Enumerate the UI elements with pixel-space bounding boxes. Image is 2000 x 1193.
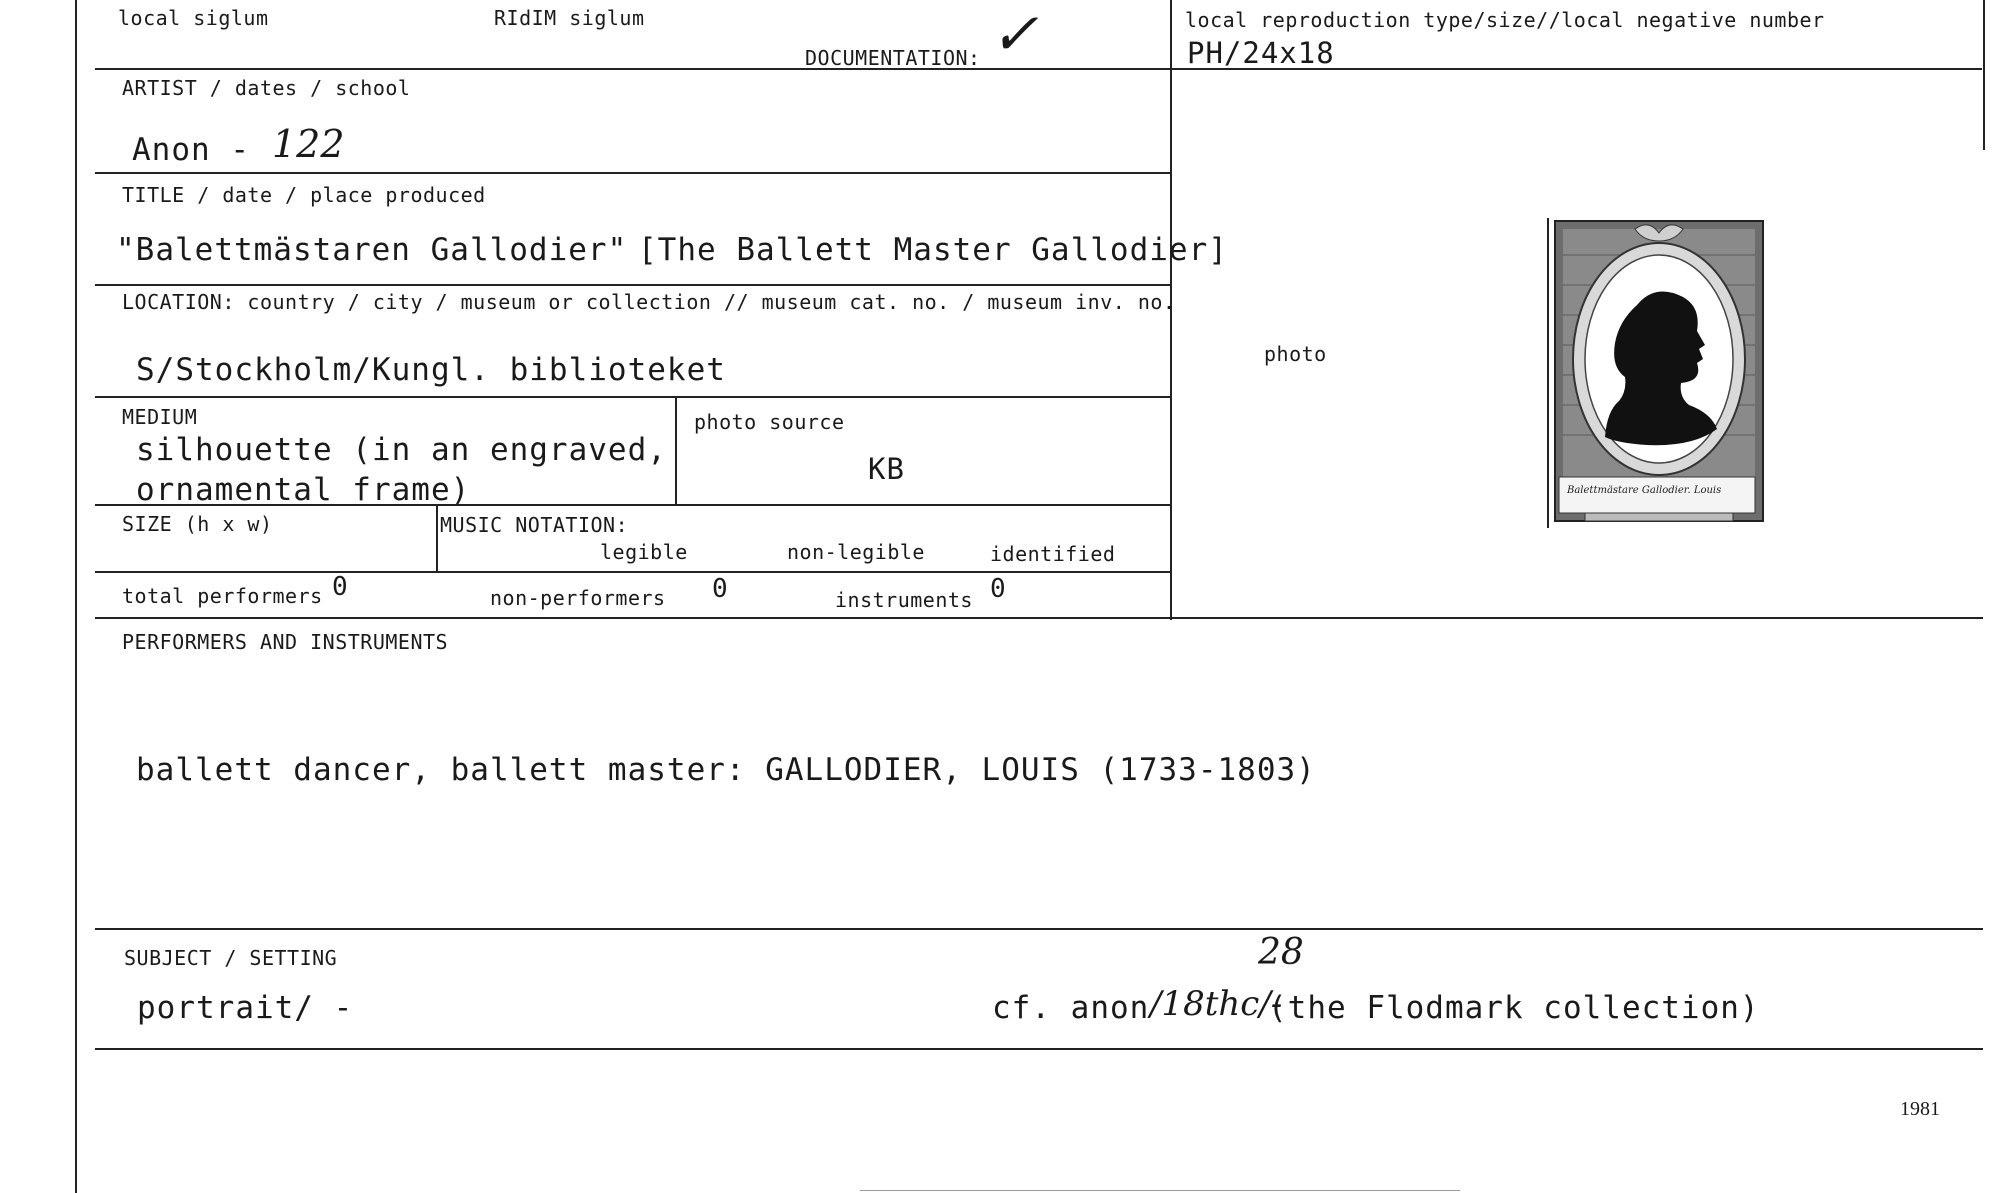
footer-year: 1981 [1900, 1098, 1940, 1120]
cf-prefix: cf. anon [992, 990, 1150, 1026]
instruments-value: 0 [990, 574, 1007, 604]
title-label: TITLE / date / place produced [122, 183, 486, 207]
documentation-checkmark: ✓ [990, 0, 1039, 68]
photo-source-value: KB [868, 452, 905, 486]
location-label: LOCATION: country / city / museum or collection // museum cat. no. / museum inv. no. [122, 290, 1176, 314]
right-edge-line [1983, 0, 1985, 150]
local-siglum-label: local siglum [118, 6, 269, 30]
rule-location [95, 396, 1171, 398]
medium-line-1: silhouette (in an engraved, [136, 432, 667, 468]
location-value: S/Stockholm/Kungl. biblioteket [136, 352, 726, 388]
title-translation: [The Ballett Master Gallodier] [638, 232, 1228, 268]
rule-title [95, 284, 1171, 286]
medium-label: MEDIUM [122, 405, 198, 429]
size-label: SIZE (h x w) [122, 512, 273, 536]
performers-label: PERFORMERS AND INSTRUMENTS [122, 630, 449, 654]
rule-performers [95, 928, 1983, 930]
rule-header [95, 68, 1171, 70]
non-performers-label: non-performers [490, 586, 666, 610]
non-legible-label: non-legible [787, 540, 925, 564]
performers-value: ballett dancer, ballett master: GALLODIER, LOUIS (1733-1803) [136, 752, 1316, 788]
rule-artist [95, 172, 1171, 174]
total-performers-value: 0 [332, 572, 349, 602]
identified-label: identified [990, 542, 1116, 566]
subject-value: portrait/ - [137, 990, 354, 1026]
photo-thumbnail [1545, 215, 1770, 530]
photo-caption: Balettmästare Gallodier. Louis [1567, 485, 1722, 496]
ridim-siglum-label: RIdIM siglum [494, 6, 645, 30]
rule-subject [95, 1048, 1983, 1050]
rule-counts [95, 617, 1983, 619]
cf-handwritten: /18thc/- [1150, 984, 1283, 1024]
legible-label: legible [600, 540, 688, 564]
artist-number: 122 [272, 122, 345, 166]
silhouette-engraving-icon [1545, 215, 1770, 530]
documentation-label: DOCUMENTATION: [805, 46, 981, 70]
subject-label: SUBJECT / SETTING [124, 946, 338, 970]
reproduction-value: PH/24x18 [1187, 36, 1335, 70]
subject-hand-number: 28 [1258, 932, 1304, 973]
left-margin-line [75, 0, 77, 1193]
reproduction-label: local reproduction type/size//local negative number [1185, 8, 1825, 32]
non-performers-value: 0 [712, 574, 729, 604]
artist-label: ARTIST / dates / school [122, 76, 411, 100]
total-performers-label: total performers [122, 584, 323, 608]
title-value: "Balettmästaren Gallodier" [116, 232, 628, 268]
photo-source-label: photo source [694, 410, 845, 434]
medium-line-2: ornamental frame) [136, 472, 471, 508]
rule-size [95, 571, 1171, 573]
music-notation-label: MUSIC NOTATION: [440, 513, 629, 537]
size-divider [436, 504, 438, 572]
cf-suffix: (the Flodmark collection) [1268, 990, 1760, 1026]
photo-label: photo [1264, 342, 1327, 366]
medium-divider [675, 396, 677, 504]
artist-value: Anon - [132, 132, 250, 168]
instruments-label: instruments [835, 588, 973, 612]
bottom-edge-line [860, 1190, 1460, 1191]
